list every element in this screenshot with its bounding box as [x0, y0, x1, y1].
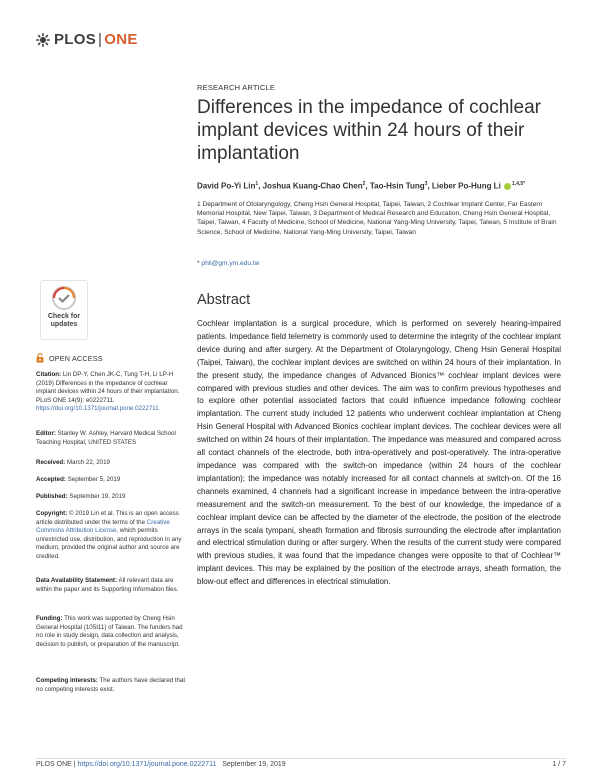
competing-interests-label: Competing interests: — [36, 677, 98, 684]
received-label: Received: — [36, 459, 66, 466]
check-updates-line1: Check for — [47, 313, 81, 320]
page-footer — [36, 761, 286, 768]
copyright-text-2: , which permits unrestricted use, distribution, and reproduction in any medium, provided the original author and source are credited. — [36, 527, 182, 560]
open-lock-icon — [36, 353, 44, 363]
copyright-text-1: © 2019 Lin et al. This is an open access article distributed under the terms of the — [36, 510, 179, 526]
copyright-label: Copyright: — [36, 510, 68, 517]
creative-commons-link[interactable]: Creative Commons Attribution License — [36, 518, 170, 535]
open-access-text: OPEN ACCESS — [49, 353, 103, 363]
check-updates-line2: updates — [50, 321, 78, 328]
citation-doi-link[interactable]: https://doi.org/10.1371/journal.pone.0222711 — [36, 405, 159, 413]
received-date: March 22, 2019 — [66, 459, 110, 466]
citation-label: Citation: — [36, 371, 62, 378]
published-date: September 19, 2019 — [69, 493, 126, 500]
citation-text: Lin DP-Y, Chen JK-C, Tung T-H, Li LP-H (2019) Differences in the impedance of cochlear implant devices within 24 hours of their implantation. PLoS ONE 14(9): e0222711. — [36, 371, 180, 404]
logo-plos-text: PLOS — [54, 31, 97, 48]
affiliations: 1 Department of Otolaryngology, Cheng Hsin General Hospital, Taipei, Taiwan, 2 Cochlear Implant Center, Far Eastern Memorial Hospital, New Taipei, Taiwan, 3 Department of Medical Research and Education, Cheng Hsin General Hospital, Taipei, Taiwan, 4 Faculty of Medicine, School of Medicine, National Yang-Ming University, Taipei, Taiwan, 5 Institute of Brain Science, School of Medicine, National Yang-Ming University, Taipei, Taiwan — [197, 201, 557, 236]
footer-date: September 19, 2019 — [222, 761, 286, 768]
orcid-icon[interactable] — [504, 183, 511, 190]
logo-one-text: ONE — [104, 31, 138, 48]
author-affil-sup: 3 — [424, 181, 428, 187]
published-block — [36, 493, 186, 502]
footer-journal: PLOS ONE — [36, 761, 72, 768]
editor-text: Stanley W. Ashley, Harvard Medical School Teaching Hospital, UNITED STATES — [36, 430, 176, 446]
author-name[interactable]: David Po-Yi Lin — [197, 181, 256, 191]
author-name[interactable]: Tao-Hsin Tung — [369, 181, 425, 191]
author-name[interactable]: Joshua Kuang-Chao Chen — [262, 181, 363, 191]
data-availability-label: Data Availability Statement: — [36, 577, 118, 584]
accepted-block — [36, 476, 186, 485]
plos-one-logo[interactable] — [36, 31, 138, 48]
accepted-date: September 5, 2019 — [67, 476, 121, 483]
funding-block — [36, 615, 186, 649]
email-link[interactable]: phli@gm.ym.edu.tw — [201, 260, 260, 267]
footer-divider — [36, 758, 566, 759]
check-for-updates-badge[interactable] — [40, 280, 88, 340]
author-list: David Po-Yi Lin$^1$, Joshua Kuang-Chao Chen$^2$, Tao-Hsin Tung$^3$, Lieber Po-Hung Li $^{1,4,5*}$ — [197, 181, 526, 191]
author-affil-sup: 1 — [255, 181, 259, 187]
accepted-label: Accepted: — [36, 476, 66, 483]
article-title: Differences in the impedance of cochlear implant devices within 24 hours of their implantation — [197, 97, 541, 164]
author-affil-sup: 1,4,5* — [512, 181, 526, 187]
logo-separator: | — [98, 31, 103, 48]
abstract-text: Cochlear implantation is a surgical procedure, which is performed on severely hearing-impaired patients. Impedance field telemetry is commonly used to determine the integrity of the cochlear implant device during and after surgery. At the Department of Otolaryngology, Cheng Hsin General Hospital (Taipei, Taiwan), the cochlear implant devices are switched on within 24 hours of their implantation. In the present study, the impedance changes of Advanced Bionics™ cochlear implant devices were compared with previous studies and other devices. The aim was to confirm previous hypotheses and to explore other potential associated factors that could influence impedance following cochlear implantation. The current study included 12 patients who underwent cochlear implantation at Cheng Hsin General Hospital with Advanced Bionics cochlear implant devices. The cochlear devices were all switched on within 24 hours of their implantation. The impedance was measured and compared across all contact channels of the electrode, both intra-operatively and post-operatively. The intra-operative impedance was compared with the switch-on impedance (within 24 hours of the cochlear implantation); the impedance was notably increased for all contact channels at switch-on. Of the 16 channels examined, 4 channels had a significant increase in impedance between the intra-operative measurement and the switch-on measurement. To the best of our knowledge, the impedance of a cochlear implant device can be affected by the diameter of the electrode, the position of the electrode arrays in the scala tympani, sheath formation and fibrosis surrounding the electrode after implantation and electrical stimulation during or after surgery. When the results of the current study were compared with previous studies, it was found that the impedance changes were opposite to that of Cochlear™ implant devices. This may be explained by the position of the electrode arrays, sheath formation, the blow-out effect and differences in electrical stimulation. — [197, 319, 561, 587]
footer-separator: | — [73, 761, 76, 768]
corresponding-email — [197, 260, 259, 267]
page-number: 1 / 7 — [552, 761, 566, 768]
abstract-heading: Abstract — [197, 292, 251, 308]
open-access-label — [36, 353, 103, 363]
data-availability-text: All relevant data are within the paper and its Supporting Information files. — [36, 577, 179, 593]
plos-sun-icon — [36, 33, 50, 47]
footer-doi-link[interactable]: https://doi.org/10.1371/journal.pone.0222711 — [77, 761, 217, 768]
editor-block — [36, 430, 186, 447]
email-star: * — [197, 260, 200, 267]
competing-interests-text: The authors have declared that no competing interests exist. — [36, 677, 186, 693]
citation-block — [36, 371, 186, 414]
copyright-block — [36, 510, 186, 562]
received-block — [36, 459, 186, 468]
funding-text: This work was supported by Cheng Hsin General Hospital (105I11) of Taiwan. The funders had no role in study design, data collection and analysis, decision to publish, or preparation of the manuscript. — [36, 615, 183, 648]
competing-interests-block — [36, 677, 186, 694]
author-name[interactable]: Lieber Po-Hung Li — [431, 181, 501, 191]
data-availability-block — [36, 577, 186, 594]
check-updates-icon — [52, 286, 76, 310]
editor-label: Editor: — [36, 430, 56, 437]
article-type: RESEARCH ARTICLE — [197, 83, 276, 92]
published-label: Published: — [36, 493, 68, 500]
author-affil-sup: 2 — [362, 181, 366, 187]
funding-label: Funding: — [36, 615, 63, 622]
